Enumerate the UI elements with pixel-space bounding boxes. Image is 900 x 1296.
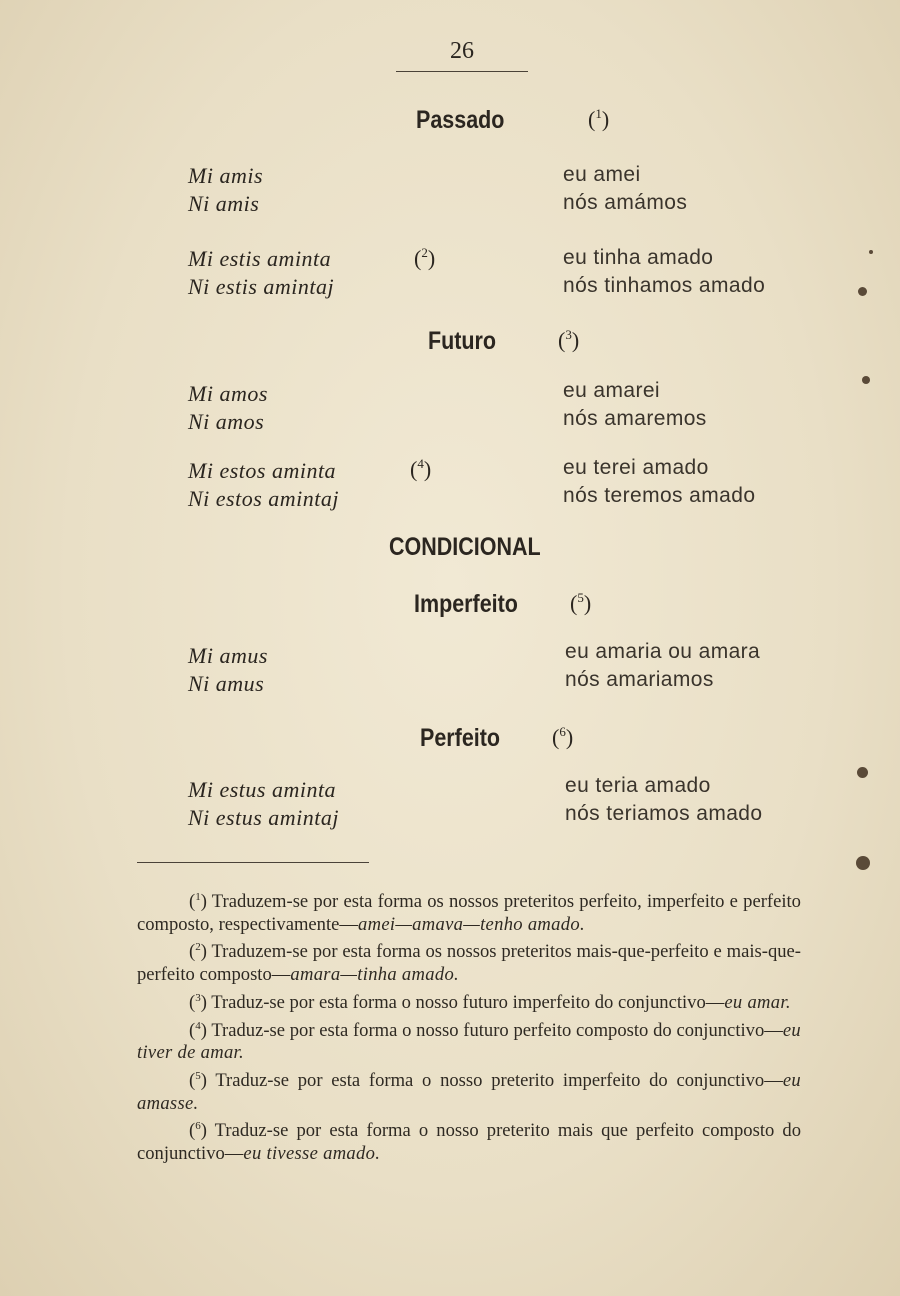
header-rule [396,71,528,72]
ref-futuro: ($^3$) [558,327,580,353]
paper-spot [869,250,873,254]
footnotes [137,886,801,1166]
pt-row: nós amaremos [563,407,707,430]
pt-row: eu amei [563,163,641,186]
eo-row: Ni amos [188,409,265,434]
ref-futuro-composto: ($^4$) [410,456,432,482]
eo-row: Ni amus [188,671,265,696]
pt-row: nós teriamos amado [565,802,763,825]
heading-perfeito: Perfeito [420,724,501,752]
pt-row: nós amariamos [565,668,714,691]
eo-row: Ni estis amintaj [188,274,335,299]
ref-perfeito: ($^6$) [552,724,574,750]
pt-row: nós amámos [563,191,688,214]
pt-row: eu amaria ou amara [565,640,761,663]
footnote: ($^3$) Traduz-se por esta forma o nosso futuro imperfeito do conjunctivo—eu amar. [189,991,791,1013]
footnote: ($^2$) Traduzem-se por esta forma os nossos preteritos mais-que-perfeito e mais-que-perfeito composto—amara—tinha amado. [137,941,801,986]
eo-row: Mi amus [188,643,268,668]
pt-row: nós tinhamos amado [563,274,766,297]
heading-futuro: Futuro [428,327,497,355]
pt-row: eu teria amado [565,774,711,797]
eo-row: Ni estos amintaj [188,486,340,511]
paper-spot [856,856,870,870]
ref-passado: ($^1$) [588,106,610,132]
page-number: 26 [450,38,474,64]
paper-spot [862,376,870,384]
pt-row: eu terei amado [563,456,709,479]
paper-spot [857,767,868,778]
heading-condicional: CONDICIONAL [389,533,541,561]
eo-row: Mi amos [188,381,268,406]
pt-row: nós teremos amado [563,484,756,507]
pt-row: eu amarei [563,379,660,402]
paper-spot [858,287,867,296]
ref-passado-composto: ($^2$) [414,245,436,271]
eo-row: Mi estos aminta [188,458,337,483]
footnote-rule [137,862,369,863]
pt-row: eu tinha amado [563,246,714,269]
footnote: ($^6$) Traduz-se por esta forma o nosso preterito mais que perfeito composto do conjunctivo—eu tivesse amado. [137,1120,801,1165]
eo-row: Mi estus aminta [188,777,337,802]
eo-row: Mi amis [188,163,263,188]
heading-imperfeito: Imperfeito [414,590,518,618]
eo-row: Mi estis aminta [188,246,332,271]
eo-row: Ni amis [188,191,260,216]
eo-row: Ni estus amintaj [188,805,340,830]
footnote: ($^1$) Traduzem-se por esta forma os nossos preteritos perfeito, imperfeito e perfeito composto, respectivamente—amei—amava—tenho amado. [137,891,801,935]
footnote: ($^5$) Traduz-se por esta forma o nosso preterito imperfeito do conjunctivo—eu amasse. [137,1069,801,1114]
heading-passado: Passado [416,106,505,134]
ref-imperfeito: ($^5$) [570,590,592,616]
footnote: ($^4$) Traduz-se por esta forma o nosso futuro perfeito composto do conjunctivo—eu tiver de amar. [137,1019,801,1064]
